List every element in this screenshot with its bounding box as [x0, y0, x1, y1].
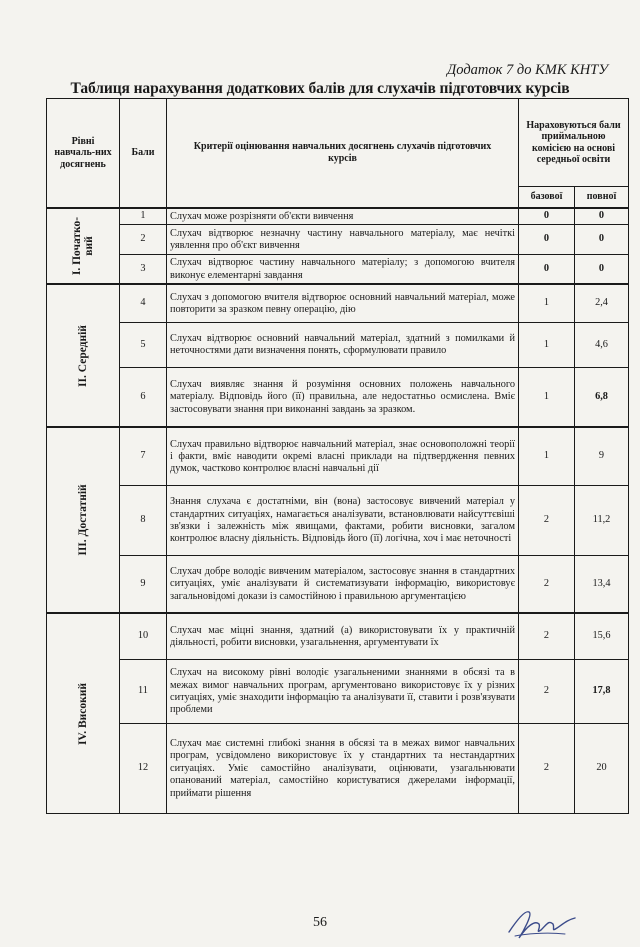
full-value: 2,4: [575, 284, 629, 322]
criteria-cell: Слухач правильно відтворює навчальний матеріал, знає основоположні теорії і факти, вміє наводити окремі власні приклади на підтвердження певних думок, частково контролює власні навчальні дії: [167, 427, 519, 485]
header-criteria: Критерії оцінювання навчальних досягнень слухачів підготовчих курсів: [167, 99, 519, 208]
basic-value: 0: [519, 208, 575, 225]
page-number: 56: [313, 915, 327, 930]
table-row: [47, 322, 629, 367]
full-value: 11,2: [575, 485, 629, 555]
table-title: Таблиця нарахування додаткових балів для слухачів підготовчих курсів: [70, 80, 570, 97]
full-value: 0: [575, 224, 629, 254]
level-label: II. Середній: [77, 324, 89, 387]
basic-value: 2: [519, 555, 575, 613]
points-cell: 1: [120, 208, 167, 225]
full-value: 0: [575, 254, 629, 284]
level-cell: [47, 284, 120, 427]
criteria-cell: Слухач відтворює частину навчального матеріалу; з допомогою вчителя виконує елементарні завдання: [167, 254, 519, 284]
points-cell: 8: [120, 485, 167, 555]
header-full: повної: [575, 187, 629, 208]
table-row: [47, 613, 629, 659]
basic-value: 0: [519, 224, 575, 254]
criteria-cell: Слухач має міцні знання, здатний (а) використовувати їх у практичній діяльності, робити висновки, узагальнення, аргументувати їх: [167, 613, 519, 659]
criteria-cell: Слухач на високому рівні володіє узагальненими знаннями в обсязі та в межах вимог навчальних програм, аргументовано використовує їх у різних ситуаціях, уміє знаходити інформацію та аналізувати її, ставити і розв'язувати проблеми: [167, 659, 519, 723]
appendix-label: Додаток 7 до КМК КНТУ: [447, 62, 608, 78]
criteria-cell: Слухач може розрізняти об'єкти вивчення: [167, 208, 519, 225]
points-cell: 2: [120, 224, 167, 254]
criteria-cell: Слухач має системні глибокі знання в обсязі та в межах вимог навчальних програм, усвідомлено використовує їх у стандартних та нестандартних ситуаціях. Уміє самостійно аналізувати, оцінювати, узагальнювати опанований матеріал, самостійно користуватися джерелами інформації, приймати рішення: [167, 723, 519, 813]
criteria-cell: Слухач відтворює незначну частину навчального матеріалу, має нечіткі уявлення про об'єкт вивчення: [167, 224, 519, 254]
table-row: [47, 284, 629, 322]
basic-value: 1: [519, 284, 575, 322]
level-cell: [47, 427, 120, 613]
table-row: [47, 367, 629, 427]
table-row: [47, 208, 629, 225]
table-row: [47, 555, 629, 613]
basic-value: 1: [519, 427, 575, 485]
table-row: [47, 485, 629, 555]
header-levels: Рівні навчаль-них досягнень: [47, 99, 120, 208]
points-cell: 6: [120, 367, 167, 427]
basic-value: 1: [519, 367, 575, 427]
signature: [505, 902, 580, 942]
full-value: 9: [575, 427, 629, 485]
level-cell: [47, 208, 120, 285]
full-value: 0: [575, 208, 629, 225]
full-value: 13,4: [575, 555, 629, 613]
points-cell: 10: [120, 613, 167, 659]
table-row: [47, 427, 629, 485]
basic-value: 2: [519, 485, 575, 555]
criteria-cell: Слухач відтворює основний навчальний матеріал, здатний з помилками й неточностями дати визначення понять, сформулювати правило: [167, 322, 519, 367]
points-cell: 7: [120, 427, 167, 485]
level-label: I. Початко-вий: [71, 216, 95, 276]
full-value: 15,6: [575, 613, 629, 659]
grading-table: [46, 98, 629, 814]
basic-value: 2: [519, 613, 575, 659]
header-points: Бали: [120, 99, 167, 208]
basic-value: 1: [519, 322, 575, 367]
points-cell: 3: [120, 254, 167, 284]
table-row: [47, 224, 629, 254]
level-cell: [47, 613, 120, 813]
criteria-cell: Слухач з допомогою вчителя відтворює основний навчальний матеріал, може повторити за зразком певну операцію, дію: [167, 284, 519, 322]
criteria-cell: Слухач добре володіє вивченим матеріалом, застосовує знання в стандартних ситуаціях, уміє аналізувати й систематизувати інформацію, використовує загальновідомі докази із самостійною і правильною аргументацією: [167, 555, 519, 613]
level-label: III. Достатній: [77, 484, 89, 557]
header-committee: Нараховуються бали приймальною комісією на основі середньої освіти: [519, 99, 629, 187]
points-cell: 5: [120, 322, 167, 367]
points-cell: 11: [120, 659, 167, 723]
criteria-cell: Знання слухача є достатніми, він (вона) застосовує вивчений матеріал у стандартних ситуаціях, намагається аналізувати, встановлювати найсуттєвіші зв'язки і залежність між явищами, фактами, робити висновки, загалом контролює власну діяльність. Відповідь його (її) логічна, хоч і має неточності: [167, 485, 519, 555]
level-label: IV. Високий: [77, 682, 89, 745]
full-value: 17,8: [575, 659, 629, 723]
table-row: [47, 659, 629, 723]
basic-value: 2: [519, 659, 575, 723]
points-cell: 12: [120, 723, 167, 813]
full-value: 6,8: [575, 367, 629, 427]
header-basic: базової: [519, 187, 575, 208]
points-cell: 9: [120, 555, 167, 613]
full-value: 4,6: [575, 322, 629, 367]
points-cell: 4: [120, 284, 167, 322]
criteria-cell: Слухач виявляє знання й розуміння основних положень навчального матеріалу. Відповідь його (її) правильна, але недостатньо осмислена. Вміє застосовувати знання при виконанні завдань за зразком.: [167, 367, 519, 427]
basic-value: 2: [519, 723, 575, 813]
table-row: [47, 254, 629, 284]
basic-value: 0: [519, 254, 575, 284]
full-value: 20: [575, 723, 629, 813]
table-row: [47, 723, 629, 813]
